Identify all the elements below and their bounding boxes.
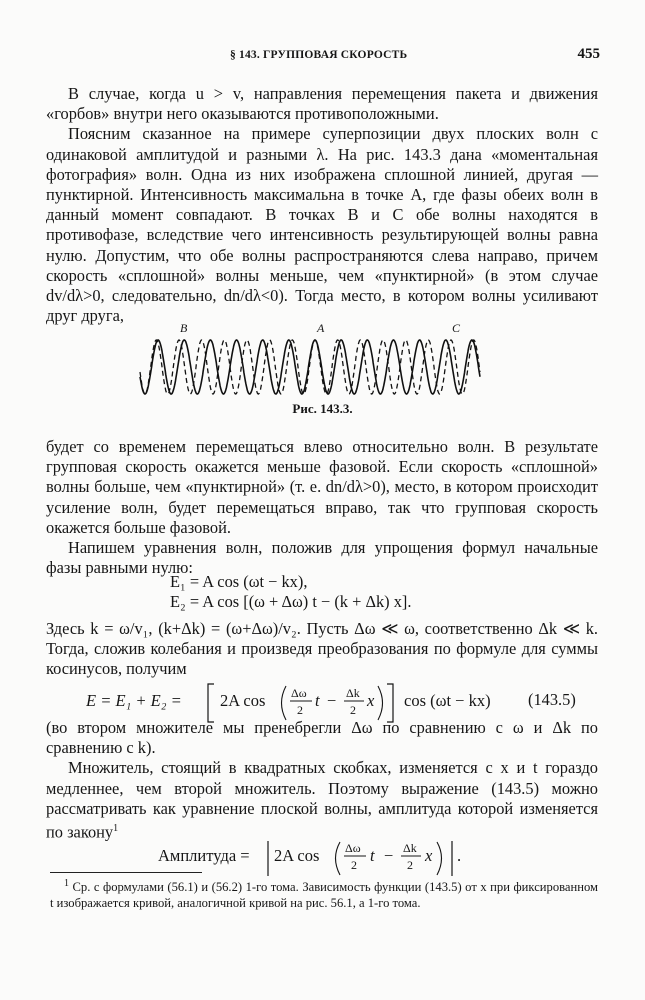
footnote-ref[interactable]: 1	[113, 823, 119, 835]
amp-frac-dw-num: Δω	[345, 841, 361, 855]
page-number: 455	[577, 46, 600, 62]
wave-equations	[170, 572, 412, 612]
label-c: C	[452, 321, 461, 335]
paragraph: (во втором множителе мы пренебрегли Δω по сравнению с ω и Δk по сравнению с k).	[46, 718, 598, 758]
footnote-divider	[50, 872, 202, 873]
right-paren	[378, 686, 383, 720]
equation-e1: E₁ = A cos (ωt − kx),	[170, 572, 308, 591]
amp-period: .	[457, 846, 462, 865]
frac-dk-num: Δk	[346, 686, 360, 700]
amp-frac-dk-den: 2	[407, 858, 413, 872]
footnote	[50, 876, 598, 911]
label-b: B	[180, 321, 188, 335]
left-paren	[282, 686, 287, 720]
paragraph: Здесь k = ω/v₁, (k+Δk) = (ω+Δω)/v₂. Пусть Δω ≪ ω, соответственно Δk ≪ k. Тогда, сложив колебания и произведя преобразования по формуле для суммы косинусов, получим	[46, 619, 598, 679]
text-block-middle	[46, 437, 598, 578]
frac-dk-den: 2	[350, 703, 356, 717]
label-a: A	[317, 321, 325, 335]
footnote-mark: 1	[64, 878, 69, 889]
amp-frac-dw-den: 2	[351, 858, 357, 872]
equation-number: (143.5)	[528, 690, 576, 709]
text-block-here	[46, 619, 598, 680]
amp-minus: −	[384, 846, 394, 865]
paragraph: В случае, когда u > v, направления перемещения пакета и движения «горбов» внутри него оказываются противоположными.	[46, 84, 598, 124]
amp-var-x: x	[425, 846, 433, 865]
eq-lhs: E = E₁ + E₂ =	[86, 691, 182, 710]
amp-left-paren	[336, 842, 341, 875]
minus-sign: −	[327, 691, 337, 710]
amp-label: Амплитуда =	[158, 846, 250, 865]
eq-tail: cos (ωt − kx)	[404, 691, 491, 710]
footnote-text: Ср. с формулами (56.1) и (56.2) 1-го тома. Зависимость функции (143.5) от x при фиксированном t изображается кривой, аналогичной кривой на рис. 56.1, а 1-го тома.	[50, 880, 598, 911]
var-t: t	[315, 691, 320, 710]
left-bracket	[208, 684, 214, 722]
text-block-bottom	[46, 718, 598, 843]
running-title: § 143. ГРУППОВАЯ СКОРОСТЬ	[230, 49, 408, 61]
var-x: x	[367, 691, 375, 710]
amp-2acos: 2A cos	[274, 846, 320, 865]
frac-dw-den: 2	[297, 703, 303, 717]
paragraph	[46, 758, 598, 842]
solid-wave	[140, 340, 480, 394]
paragraph: Поясним сказанное на примере суперпозиции двух плоских волн с одинаковой амплитудой и разными λ. На рис. 143.3 дана «моментальная фотография» волн. Одна из них изображена сплошной линией, другая — пунктирной. Интенсивность максимальна в точке A, где фазы обеих волн в данный момент совпадают. В точках B и C обе волны находятся в противофазе, вследствие чего интенсивность результирующей волны равна нулю. Допустим, что обе волны распространяются слева направо, причем скорость «сплошной» волны меньше, чем «пунктирной» (в этом случае dv/dλ>0, следовательно, dn/dλ<0). Тогда место, в котором волны усиливают друг друга,	[46, 124, 598, 326]
paragraph: Напишем уравнения волн, положив для упрощения формул начальные фазы равными нулю:	[46, 538, 598, 578]
text-block-top	[46, 84, 598, 326]
paragraph: будет со временем перемещаться влево относительно волн. В результате групповая скорость окажется меньше фазовой. Если скорость «сплошной» волны больше, чем «пунктирной» (т. е. dn/dλ>0), место, в котором происходит усиление волн, будет перемещаться вправо, так что групповая скорость окажется больше фазовой.	[46, 437, 598, 537]
figure-caption: Рис. 143.3.	[292, 401, 353, 416]
paragraph-text: Множитель, стоящий в квадратных скобках, изменяется с x и t гораздо медленнее, чем второй множитель. Поэтому выражение (143.5) можно рассматривать как уравнение плоской волны, амплитуда которой изменяется по закону	[46, 758, 598, 842]
amp-var-t: t	[370, 846, 375, 865]
amp-frac-dk-num: Δk	[403, 841, 417, 855]
amp-right-paren	[437, 842, 442, 875]
wave-figure	[130, 318, 490, 398]
equation-e2: E₂ = A cos [(ω + Δω) t − (k + Δk) x].	[170, 592, 412, 611]
frac-dw-num: Δω	[291, 686, 307, 700]
amplitude-equation	[158, 838, 488, 880]
page-header	[60, 46, 600, 68]
eq-2acos: 2A cos	[220, 691, 266, 710]
right-bracket	[387, 684, 393, 722]
